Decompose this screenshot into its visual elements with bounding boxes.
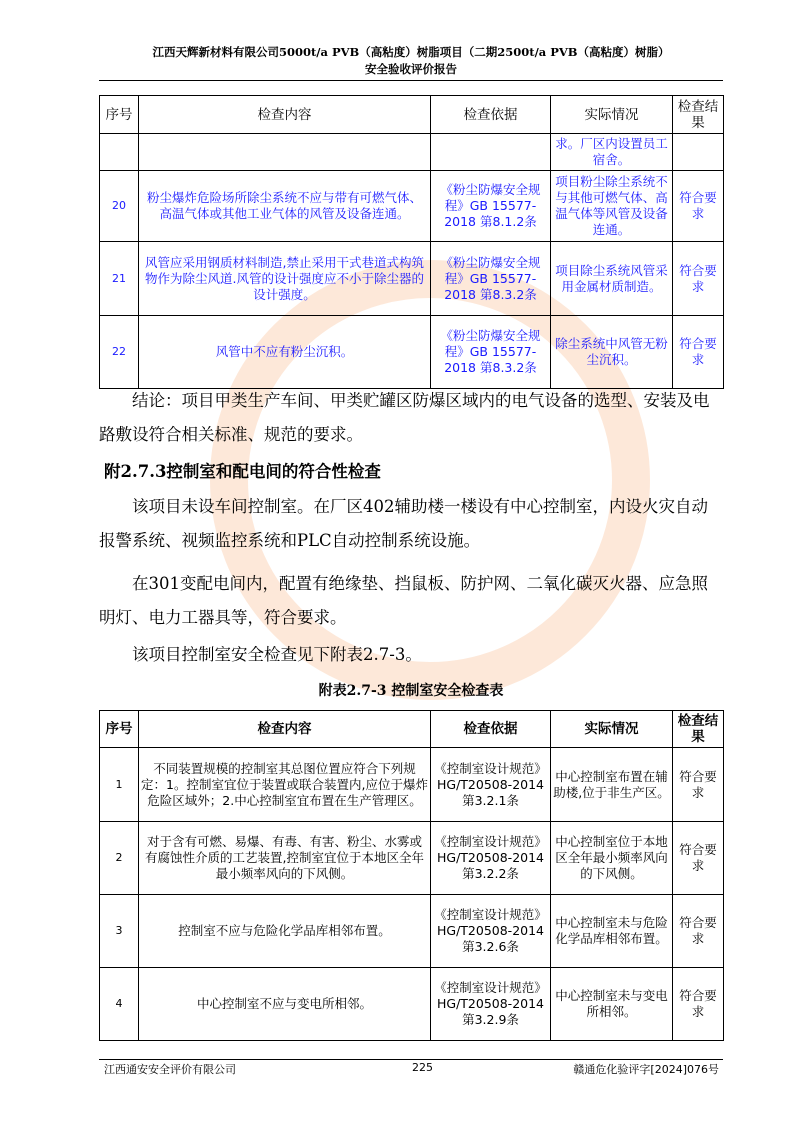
table-row: 求。厂区内设置员工宿舍。 [100, 134, 724, 171]
col-seq: 序号 [100, 96, 139, 134]
header-title: 江西天辉新材料有限公司5000t/a PVB（高粘度）树脂项目（二期2500t/a PVB（高粘度）树脂） [152, 45, 670, 59]
table-row: 21 风管应采用钢质材料制造,禁止采用干式巷道式构筑物作为除尘风道.风管的设计强度应不小于除尘器的设计强度。 《粉尘防爆安全规程》GB 15577-2018 第8.3.2条 项目除尘系统风管采用金属材质制造。 符合要求 [100, 242, 724, 316]
table-row: 4 中心控制室不应与变电所相邻。 《控制室设计规范》HG/T20508-2014 第3.2.9条 中心控制室未与变电所相邻。 符合要求 [100, 968, 724, 1041]
table-row: 1 不同装置规模的控制室其总图位置应符合下列规定：1。控制室宜位于装置或联合装置内,应位于爆炸危险区域外；2.中心控制室宜布置在生产管理区。 《控制室设计规范》HG/T20508-2014 第3.2.1条 中心控制室布置在辅助楼,位于非生产区。 符合要求 [100, 748, 724, 822]
section-heading: 附2.7.3控制室和配电间的符合性检查 [104, 462, 381, 481]
paragraph: 该项目控制室安全检查见下附表2.7-3。 [132, 645, 422, 664]
col-result: 检查结果 [673, 96, 724, 134]
table-caption: 附表2.7-3 控制室安全检查表 [318, 683, 504, 699]
table-row: 3 控制室不应与危险化学品库相邻布置。 《控制室设计规范》HG/T20508-2014 第3.2.6条 中心控制室未与危险化学品库相邻布置。 符合要求 [100, 895, 724, 968]
col-basis: 检查依据 [431, 96, 551, 134]
col-actual: 实际情况 [551, 96, 673, 134]
col-content: 检查内容 [139, 711, 431, 748]
table-row: 20 粉尘爆炸危险场所除尘系统不应与带有可燃气体、高温气体或其他工业气体的风管及设备连通。 《粉尘防爆安全规程》GB 15577-2018 第8.1.2条 项目粉尘除尘系统不与其他可燃气体、高温气体等风管及设备连通。 符合要求 [100, 171, 724, 242]
paragraph: 在301变配电间内，配置有绝缘垫、挡鼠板、防护网、二氧化碳灭火器、应急照明灯、电力工器具等，符合要求。 [99, 574, 708, 627]
page-header [99, 44, 723, 78]
footer-divider [99, 1059, 723, 1060]
table-row: 2 对于含有可燃、易爆、有毒、有害、粉尘、水雾或有腐蚀性介质的工艺装置,控制室宜位于本地区全年最小频率风向的下风侧。 《控制室设计规范》HG/T20508-2014 第3.2.2条 中心控制室位于本地区全年最小频率风向的下风侧。 符合要求 [100, 822, 724, 895]
col-content: 检查内容 [139, 96, 431, 134]
table-control-room-check [99, 710, 724, 1041]
table-dust-check [99, 95, 724, 389]
col-actual: 实际情况 [551, 711, 673, 748]
col-basis: 检查依据 [431, 711, 551, 748]
header-subtitle: 安全验收评价报告 [365, 62, 457, 76]
paragraph: 该项目未设车间控制室。在厂区402辅助楼一楼设有中心控制室，内设火灾自动报警系统、视频监控系统和PLC自动控制系统设施。 [99, 497, 708, 550]
table-row: 22 风管中不应有粉尘沉积。 《粉尘防爆安全规程》GB 15577-2018 第8.3.2条 除尘系统中风管无粉尘沉积。 符合要求 [100, 316, 724, 389]
page-number: 225 [412, 1061, 433, 1074]
col-seq: 序号 [100, 711, 139, 748]
conclusion-text: 结论：项目甲类生产车间、甲类贮罐区防爆区域内的电气设备的选型、安装及电路敷设符合相关标准、规范的要求。 [99, 391, 710, 444]
document-number: 赣通危化验评字[2024]076号 [573, 1063, 719, 1076]
col-result: 检查结果 [673, 711, 724, 748]
header-divider [99, 80, 723, 81]
footer-company: 江西通安安全评价有限公司 [104, 1063, 236, 1076]
